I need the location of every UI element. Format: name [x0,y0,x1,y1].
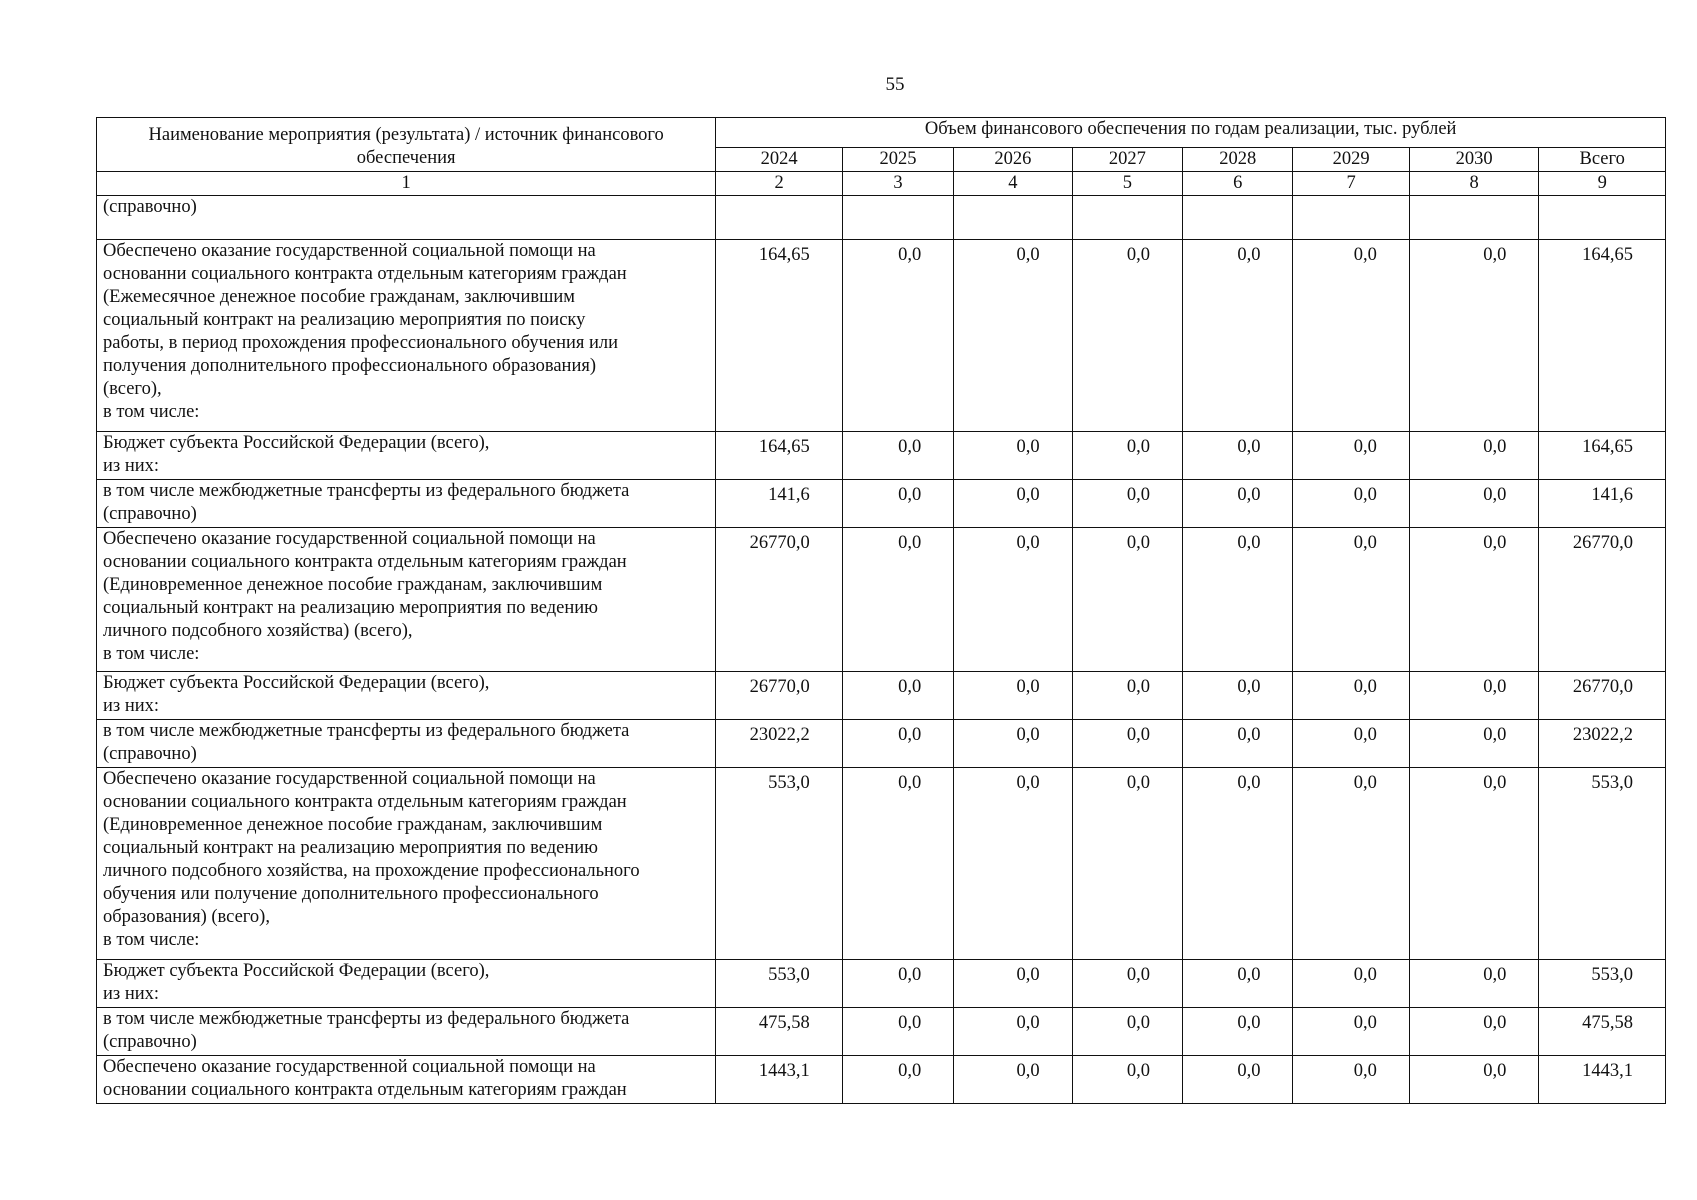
row-name-cell [97,528,716,672]
row-year-value: 0,0 [1409,240,1538,432]
row-year-value: 0,0 [954,528,1072,672]
row-year-value: 0,0 [1409,1056,1538,1104]
column-number-row [97,172,1666,196]
row-year-value: 0,0 [1183,432,1293,480]
row-name: Обеспечено оказание государственной социальной помощи на основании социального контракта отдельным категориям граждан [103,1057,627,1100]
row-total-value: 164,65 [1539,432,1666,480]
table-row [97,240,1666,432]
row-year-value: 0,0 [1072,432,1182,480]
row-year-value: 0,0 [954,240,1072,432]
financing-table [96,117,1666,1104]
row-year-value: 0,0 [1072,240,1182,432]
row-name-cell [97,196,716,240]
column-number: 4 [954,172,1072,196]
row-year-value [1183,196,1293,240]
row-name-cell [97,672,716,720]
row-year-value: 0,0 [1293,768,1409,960]
row-year-value: 0,0 [1183,768,1293,960]
row-name: Обеспечено оказание государственной социальной помощи на основании социального контракта отдельным категориям граждан (Единовременное денежное пособие гражданам, заключившим социальный контракт на реализацию мероприятия по ведению личного подсобного хозяйства) (всего), в том числе: [103,529,627,664]
row-year-value: 0,0 [842,768,953,960]
row-year-value [716,196,842,240]
row-year-value [842,196,953,240]
table-row [97,1056,1666,1104]
table-row [97,196,1666,240]
row-year-value: 0,0 [1409,528,1538,672]
row-year-value: 0,0 [842,432,953,480]
row-year-value: 1443,1 [716,1056,842,1104]
table-row [97,1008,1666,1056]
row-name: Бюджет субъекта Российской Федерации (всего), из них: [103,433,490,476]
header-year: 2024 [716,148,842,172]
row-year-value: 553,0 [716,768,842,960]
row-year-value: 0,0 [1409,720,1538,768]
row-total-value: 164,65 [1539,240,1666,432]
column-number: 1 [97,172,716,196]
table-row [97,768,1666,960]
row-year-value: 475,58 [716,1008,842,1056]
row-year-value: 0,0 [1072,1056,1182,1104]
row-year-value: 0,0 [1293,1056,1409,1104]
row-year-value: 0,0 [1409,768,1538,960]
column-number: 2 [716,172,842,196]
row-total-value: 1443,1 [1539,1056,1666,1104]
row-year-value: 0,0 [1409,672,1538,720]
row-total-value [1539,196,1666,240]
header-name-column: Наименование мероприятия (результата) / источник финансового обеспечения [97,118,716,172]
table-row [97,960,1666,1008]
row-total-value: 553,0 [1539,960,1666,1008]
row-year-value: 0,0 [1183,672,1293,720]
row-year-value: 553,0 [716,960,842,1008]
row-year-value: 0,0 [1183,528,1293,672]
row-year-value: 0,0 [1183,1008,1293,1056]
row-year-value: 0,0 [954,1008,1072,1056]
header-year: 2030 [1409,148,1538,172]
row-name: Бюджет субъекта Российской Федерации (всего), из них: [103,961,490,1004]
row-year-value: 0,0 [954,768,1072,960]
header-year: 2029 [1293,148,1409,172]
row-year-value: 164,65 [716,432,842,480]
row-year-value: 0,0 [1072,480,1182,528]
table-row [97,528,1666,672]
row-name: в том числе межбюджетные трансферты из федерального бюджета (справочно) [103,1009,630,1052]
row-year-value: 0,0 [1072,768,1182,960]
table-row [97,720,1666,768]
row-year-value: 0,0 [842,1008,953,1056]
table-row [97,432,1666,480]
row-year-value: 0,0 [842,672,953,720]
row-year-value: 26770,0 [716,528,842,672]
row-total-value: 26770,0 [1539,528,1666,672]
column-number: 7 [1293,172,1409,196]
header-group-title: Объем финансового обеспечения по годам реализации, тыс. рублей [716,118,1666,148]
row-year-value: 0,0 [1293,480,1409,528]
row-year-value: 0,0 [1293,720,1409,768]
row-name-cell [97,720,716,768]
row-year-value: 0,0 [1072,1008,1182,1056]
row-year-value: 26770,0 [716,672,842,720]
row-name: Обеспечено оказание государственной социальной помощи на основании социального контракта отдельным категориям граждан (Единовременное денежное пособие гражданам, заключившим социальный контракт на реализацию мероприятия по ведению личного подсобного хозяйства, на прохождение профессионального обучения или получение дополнительного профессионального образования) (всего), в том числе: [103,769,640,950]
row-year-value: 164,65 [716,240,842,432]
page-number: 55 [885,74,905,95]
row-year-value: 23022,2 [716,720,842,768]
row-total-value: 23022,2 [1539,720,1666,768]
row-year-value: 0,0 [1293,432,1409,480]
row-year-value: 0,0 [954,1056,1072,1104]
row-year-value: 0,0 [1293,960,1409,1008]
column-number: 3 [842,172,953,196]
row-year-value: 0,0 [1293,528,1409,672]
header-year: 2025 [842,148,953,172]
row-year-value: 0,0 [1409,960,1538,1008]
row-name-cell [97,1056,716,1104]
header-year: 2026 [954,148,1072,172]
row-year-value: 0,0 [1072,672,1182,720]
row-total-value: 553,0 [1539,768,1666,960]
row-name: в том числе межбюджетные трансферты из федерального бюджета (справочно) [103,481,630,524]
row-year-value: 0,0 [1183,480,1293,528]
row-total-value: 26770,0 [1539,672,1666,720]
row-year-value: 0,0 [954,720,1072,768]
row-year-value: 0,0 [954,480,1072,528]
column-number: 8 [1409,172,1538,196]
row-total-value: 475,58 [1539,1008,1666,1056]
column-number: 9 [1539,172,1666,196]
row-year-value: 0,0 [1409,480,1538,528]
row-name: Обеспечено оказание государственной социальной помощи на основанни социального контракта отдельным категориям граждан (Ежемесячное денежное пособие гражданам, заключившим социальный контракт на реализацию мероприятия по поиску работы, в период прохождения профессионального обучения или получения дополнительного профессионального образования) (всего), в том числе: [103,241,627,422]
row-total-value: 141,6 [1539,480,1666,528]
row-name-cell [97,480,716,528]
row-year-value: 0,0 [1072,528,1182,672]
table-row [97,480,1666,528]
row-year-value: 0,0 [1293,1008,1409,1056]
column-number: 6 [1183,172,1293,196]
row-name-cell [97,1008,716,1056]
row-year-value: 0,0 [1409,1008,1538,1056]
row-year-value: 0,0 [1183,1056,1293,1104]
row-year-value: 0,0 [842,1056,953,1104]
row-year-value: 0,0 [1293,672,1409,720]
header-total: Всего [1539,148,1666,172]
header-year: 2028 [1183,148,1293,172]
row-year-value: 0,0 [842,480,953,528]
row-year-value: 0,0 [1072,960,1182,1008]
row-year-value: 0,0 [954,432,1072,480]
header-row-group [97,118,1666,148]
row-year-value: 141,6 [716,480,842,528]
table-row [97,672,1666,720]
row-name-cell [97,432,716,480]
row-year-value: 0,0 [954,672,1072,720]
row-year-value: 0,0 [1072,720,1182,768]
row-name-cell [97,960,716,1008]
row-name: Бюджет субъекта Российской Федерации (всего), из них: [103,673,490,716]
row-year-value: 0,0 [1293,240,1409,432]
row-year-value [1072,196,1182,240]
row-year-value: 0,0 [1183,240,1293,432]
row-name: в том числе межбюджетные трансферты из федерального бюджета (справочно) [103,721,630,764]
row-name: (справочно) [103,197,197,217]
row-year-value [954,196,1072,240]
row-year-value: 0,0 [1183,720,1293,768]
row-year-value [1409,196,1538,240]
row-year-value: 0,0 [842,240,953,432]
table-body [97,196,1666,1104]
row-year-value: 0,0 [1183,960,1293,1008]
column-number: 5 [1072,172,1182,196]
row-year-value: 0,0 [1409,432,1538,480]
row-year-value: 0,0 [842,528,953,672]
row-year-value: 0,0 [842,960,953,1008]
row-year-value: 0,0 [842,720,953,768]
row-name-cell [97,240,716,432]
row-name-cell [97,768,716,960]
row-year-value [1293,196,1409,240]
row-year-value: 0,0 [954,960,1072,1008]
header-year: 2027 [1072,148,1182,172]
